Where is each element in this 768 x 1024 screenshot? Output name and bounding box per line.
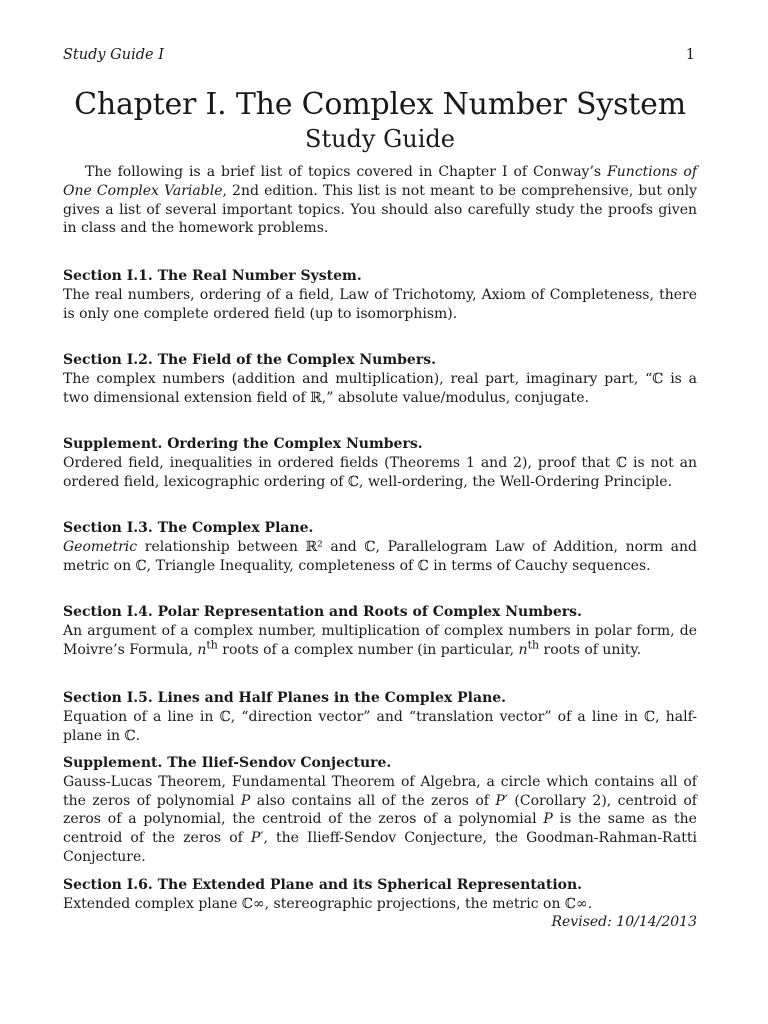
supplement-ilief-sendov <box>63 754 697 867</box>
section-body: The complex numbers (addition and multiplication), real part, imaginary part, “ℂ is a two dimensional extension field of ℝ,” absolute value/modulus, conjugate. <box>63 370 697 406</box>
section-i5 <box>63 689 697 745</box>
running-header <box>63 46 697 64</box>
chapter-subtitle: Study Guide <box>305 125 455 153</box>
superscript-th: th <box>527 637 540 651</box>
math-p-prime: P′ <box>495 792 508 809</box>
page-number: 1 <box>685 47 695 63</box>
section-body-text: , the Ilieff-Sendov Conjecture, the Goodman-Rahman-Ratti Conjecture. <box>63 830 697 865</box>
section-body: Extended complex plane ℂ∞, stereographic projections, the metric on ℂ∞. <box>63 895 593 912</box>
section-body: Ordered field, inequalities in ordered fields (Theorems 1 and 2), proof that ℂ is not an ordered field, lexicographic ordering of ℂ, well-ordering, the Well-Ordering Principle. <box>63 454 697 490</box>
section-body-text: Gauss-Lucas Theorem, Fundamental Theorem of Algebra, a circle which contains all of the zeros of polynomial <box>63 773 697 809</box>
intro-text-1: The following is a brief list of topics covered in Chapter I of Conway’s <box>85 164 608 180</box>
superscript-th: th <box>206 637 218 651</box>
math-p: P <box>240 792 251 809</box>
section-heading: Section I.3. The Complex Plane. <box>63 520 314 536</box>
section-heading: Section I.1. The Real Number System. <box>63 268 362 284</box>
section-heading: Supplement. The Ilief-Sendov Conjecture. <box>63 755 392 771</box>
section-i3 <box>63 519 697 575</box>
section-heading: Section I.5. Lines and Half Planes in the Complex Plane. <box>63 690 507 706</box>
section-heading: Section I.4. Polar Representation and Roots of Complex Numbers. <box>63 604 582 620</box>
section-heading: Section I.2. The Field of the Complex Numbers. <box>63 352 436 368</box>
section-body-emphasis: Geometric <box>63 538 138 555</box>
revision-date: Revised: 10/14/2013 <box>551 914 697 930</box>
math-n: n <box>197 641 207 658</box>
section-i4 <box>63 603 697 659</box>
section-body: The real numbers, ordering of a field, Law of Trichotomy, Axiom of Completeness, there is only one complete ordered field (up to isomorphism). <box>63 286 697 322</box>
math-p-prime: P′ <box>250 830 264 847</box>
section-body: Equation of a line in ℂ, “direction vector” and “translation vector” of a line in ℂ, half-plane in ℂ. <box>63 708 697 744</box>
section-heading: Section I.6. The Extended Plane and its Spherical Representation. <box>63 877 583 893</box>
section-body-text: roots of a complex number (in particular, <box>217 641 519 658</box>
section-body-text: (Corollary 2), centroid of zeros of a polynomial, the centroid of the zeros of a polynomial <box>63 792 697 828</box>
section-body-text: An argument of a complex number, multiplication of complex numbers in polar form, de Moivre’s Formula, <box>63 622 697 658</box>
section-body-text: relationship between ℝ² and ℂ, Parallelogram Law of Addition, norm and metric on ℂ, Triangle Inequality, completeness of ℂ in terms of Cauchy sequences. <box>63 538 697 574</box>
running-title: Study Guide I <box>63 47 164 63</box>
section-body-text: is the same as the centroid of the zeros of <box>63 811 697 847</box>
section-heading: Supplement. Ordering the Complex Numbers. <box>63 436 423 452</box>
math-n: n <box>518 641 528 658</box>
section-body-text: also contains all of the zeros of <box>250 792 496 809</box>
section-body <box>63 538 697 576</box>
intro-paragraph <box>63 163 697 238</box>
intro-text-2: , 2nd edition. This list is not meant to be comprehensive, but only gives a list of several important topics. You should also carefully study the proofs given in class and the homework problems. <box>63 182 697 237</box>
section-i2 <box>63 351 697 407</box>
chapter-title: Chapter I. The Complex Number System <box>74 87 686 122</box>
section-body-text: roots of unity. <box>539 641 642 658</box>
section-i6 <box>63 876 697 914</box>
book-title: Functions of One Complex Variable <box>63 164 697 199</box>
section-body <box>63 773 697 867</box>
supplement-ordering <box>63 435 697 491</box>
section-body <box>63 622 697 660</box>
math-p: P <box>543 811 553 828</box>
section-i1 <box>63 267 697 323</box>
